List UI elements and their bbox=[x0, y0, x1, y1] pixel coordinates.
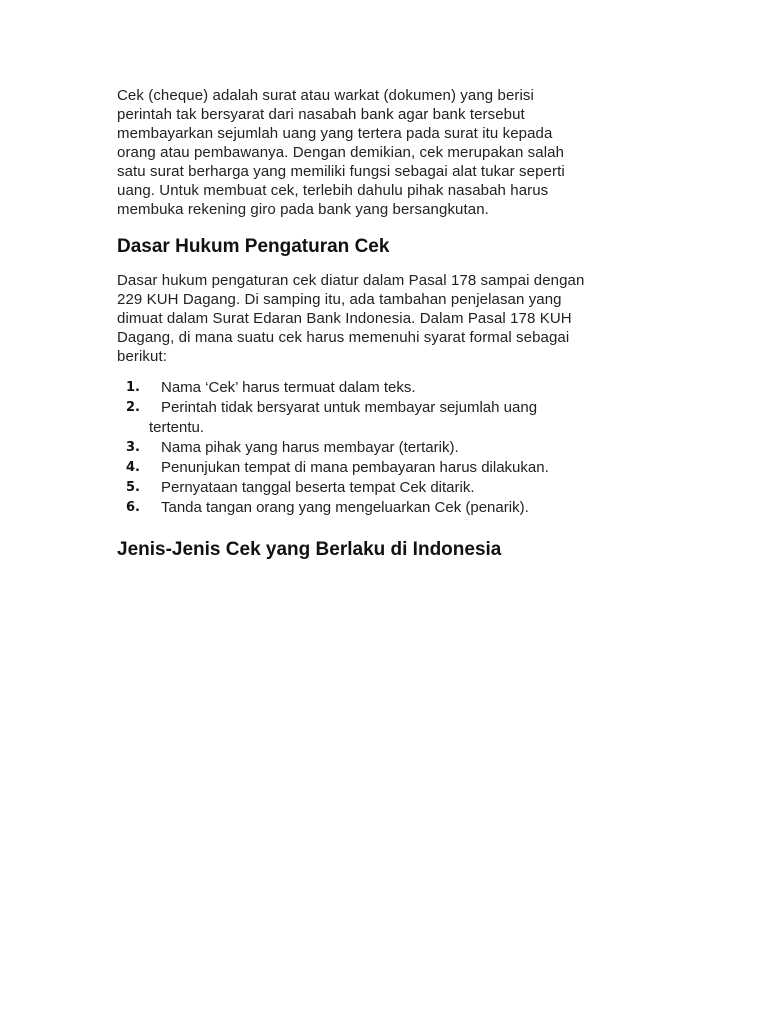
text-line: satu surat berharga yang memiliki fungsi sebagai alat tukar seperti bbox=[117, 163, 565, 180]
list-item bbox=[117, 458, 662, 478]
list-item-text: Pernyataan tanggal beserta tempat Cek ditarik. bbox=[161, 479, 475, 496]
text-line: dimuat dalam Surat Edaran Bank Indonesia. Dalam Pasal 178 KUH bbox=[117, 310, 572, 327]
section-heading-dasar-hukum: Dasar Hukum Pengaturan Cek bbox=[117, 236, 390, 257]
list-item-text: Nama ‘Cek’ harus termuat dalam teks. bbox=[161, 379, 416, 396]
text-line: Dasar hukum pengaturan cek diatur dalam Pasal 178 sampai dengan bbox=[117, 272, 585, 289]
list-number: 4. bbox=[126, 460, 140, 475]
list-item-text: Tanda tangan orang yang mengeluarkan Cek (penarik). bbox=[161, 499, 529, 516]
text-line: uang. Untuk membuat cek, terlebih dahulu pihak nasabah harus bbox=[117, 182, 549, 199]
text-line: orang atau pembawanya. Dengan demikian, cek merupakan salah bbox=[117, 144, 565, 161]
intro-paragraph bbox=[117, 86, 662, 219]
text-line: Dagang, di mana suatu cek harus memenuhi syarat formal sebagai bbox=[117, 329, 570, 346]
list-item-text: Penunjukan tempat di mana pembayaran harus dilakukan. bbox=[161, 459, 549, 476]
list-item bbox=[117, 478, 662, 498]
list-item-text: Nama pihak yang harus membayar (tertarik). bbox=[161, 439, 459, 456]
list-number: 1. bbox=[126, 380, 140, 395]
text-line: berikut: bbox=[117, 348, 167, 365]
list-item bbox=[117, 438, 662, 458]
list-number: 2. bbox=[126, 400, 140, 415]
list-item bbox=[117, 398, 662, 438]
dasar-hukum-paragraph bbox=[117, 271, 662, 366]
list-item bbox=[117, 498, 662, 518]
requirements-list bbox=[117, 378, 662, 518]
section-heading-jenis-cek: Jenis-Jenis Cek yang Berlaku di Indonesia bbox=[117, 539, 502, 560]
list-item-text: Perintah tidak bersyarat untuk membayar sejumlah uang bbox=[161, 399, 538, 416]
text-line: membayarkan sejumlah uang yang tertera pada surat itu kepada bbox=[117, 125, 553, 142]
text-line: perintah tak bersyarat dari nasabah bank agar bank tersebut bbox=[117, 106, 525, 123]
list-item bbox=[117, 378, 662, 398]
text-line: 229 KUH Dagang. Di samping itu, ada tambahan penjelasan yang bbox=[117, 291, 562, 308]
list-number: 6. bbox=[126, 500, 140, 515]
text-line: Cek (cheque) adalah surat atau warkat (dokumen) yang berisi bbox=[117, 87, 534, 104]
list-number: 3. bbox=[126, 440, 140, 455]
list-number: 5. bbox=[126, 480, 140, 495]
document-page bbox=[117, 86, 662, 562]
list-item-text-continued: tertentu. bbox=[149, 419, 205, 436]
text-line: membuka rekening giro pada bank yang bersangkutan. bbox=[117, 201, 489, 218]
